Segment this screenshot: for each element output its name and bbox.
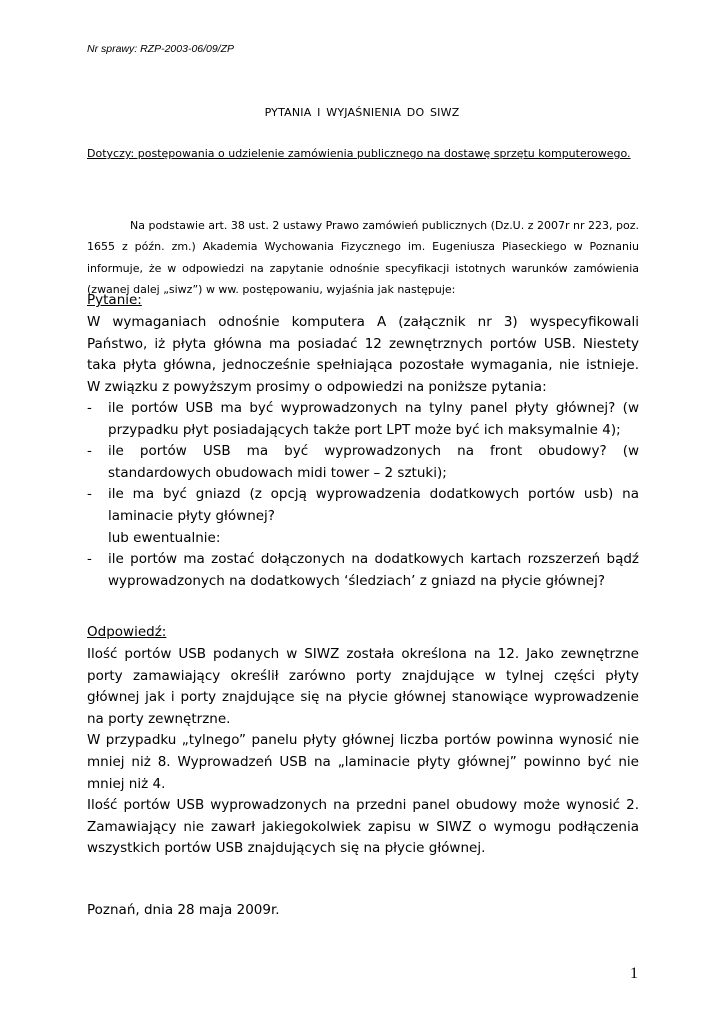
question-item-text: ile portów ma zostać dołączonych na dodatkowych kartach rozszerzeń bądź wyprowadzonych na dodatkowych ‘śledziach’ z gniazd na płycie głównej? [108, 551, 639, 589]
question-list [87, 398, 639, 592]
case-number: Nr sprawy: RZP-2003-06/09/ZP [87, 43, 235, 55]
question-item-text: ile ma być gniazd (z opcją wyprowadzenia dodatkowych portów usb) na laminacie płyty głównej? [108, 486, 639, 524]
list-dash: - [87, 486, 92, 503]
question-item [87, 484, 639, 527]
question-heading: Pytanie: [87, 292, 142, 308]
question-paragraph: W wymaganiach odnośnie komputera A (załącznik nr 3) wyspecyfikowali Państwo, iż płyta główna ma posiadać 12 zewnętrznych portów USB. Niestety taka płyta główna, jednocześnie spełniająca pozostałe wymagania, nie istnieje. W związku z powyższym prosimy o odpowiedzi na poniższe pytania: [87, 314, 639, 395]
answer-heading: Odpowiedź: [87, 624, 167, 640]
intro-paragraph: Na podstawie art. 38 ust. 2 ustawy Prawo zamówień publicznych (Dz.U. z 2007r nr 223, poz. 1655 z późn. zm.) Akademia Wychowania Fizycznego im. Eugeniusza Piaseckiego w Poznaniu informuje, że w odpowiedzi na zapytanie odnośnie specyfikacji istotnych warunków zamówienia (zwanej dalej „siwz”) w ww. postępowaniu, wyjaśnia jak następuje: [87, 219, 639, 296]
document-title: PYTANIA I WYJAŚNIENIA DO SIWZ [264, 106, 460, 119]
answer-paragraph: Ilość portów USB podanych w SIWZ została określona na 12. Jako zewnętrzne porty zamawiający określił zarówno porty znajdujące w tylnej części płyty głównej jak i porty znajdujące się na płycie głównej stanowiące wyprowadzenie na porty zewnętrzne. [87, 646, 639, 727]
list-dash: - [87, 443, 92, 460]
question-item [87, 441, 639, 484]
list-dash: - [87, 400, 92, 416]
answer-paragraph: W przypadku „tylnego” panelu płyty głównej liczba portów powinna wynosić nie mniej niż 8. Wyprowadzeń USB na „laminacie płyty głównej” powinno być nie mniej niż 4. [87, 732, 639, 792]
question-item-text: ile portów USB ma być wyprowadzonych na front obudowy? (w standardowych obudowach midi tower – 2 sztuki); [108, 443, 639, 481]
question-item [87, 398, 639, 441]
question-item-text: ile portów USB ma być wyprowadzonych na tylny panel płyty głównej? (w przypadku płyt posiadających także port LPT może być ich maksymalnie 4); [108, 400, 639, 438]
answer-paragraph: Ilość portów USB wyprowadzonych na przedni panel obudowy może wynosić 2. Zamawiający nie zawarł jakiegokolwiek zapisu w SIWZ o wymogu podłączenia wszystkich portów USB znajdujących się na płycie głównej. [87, 797, 639, 857]
question-item [87, 549, 639, 592]
place-and-date: Poznań, dnia 28 maja 2009r. [87, 902, 280, 918]
question-item-text: lub ewentualnie: [108, 529, 221, 546]
answer-text [87, 644, 639, 860]
list-dash: - [87, 551, 92, 568]
question-text [87, 312, 639, 398]
page-number: 1 [630, 965, 638, 982]
subject-line: Dotyczy: postępowania o udzielenie zamówienia publicznego na dostawę sprzętu komputerowego. [87, 147, 631, 160]
question-item [87, 528, 639, 550]
